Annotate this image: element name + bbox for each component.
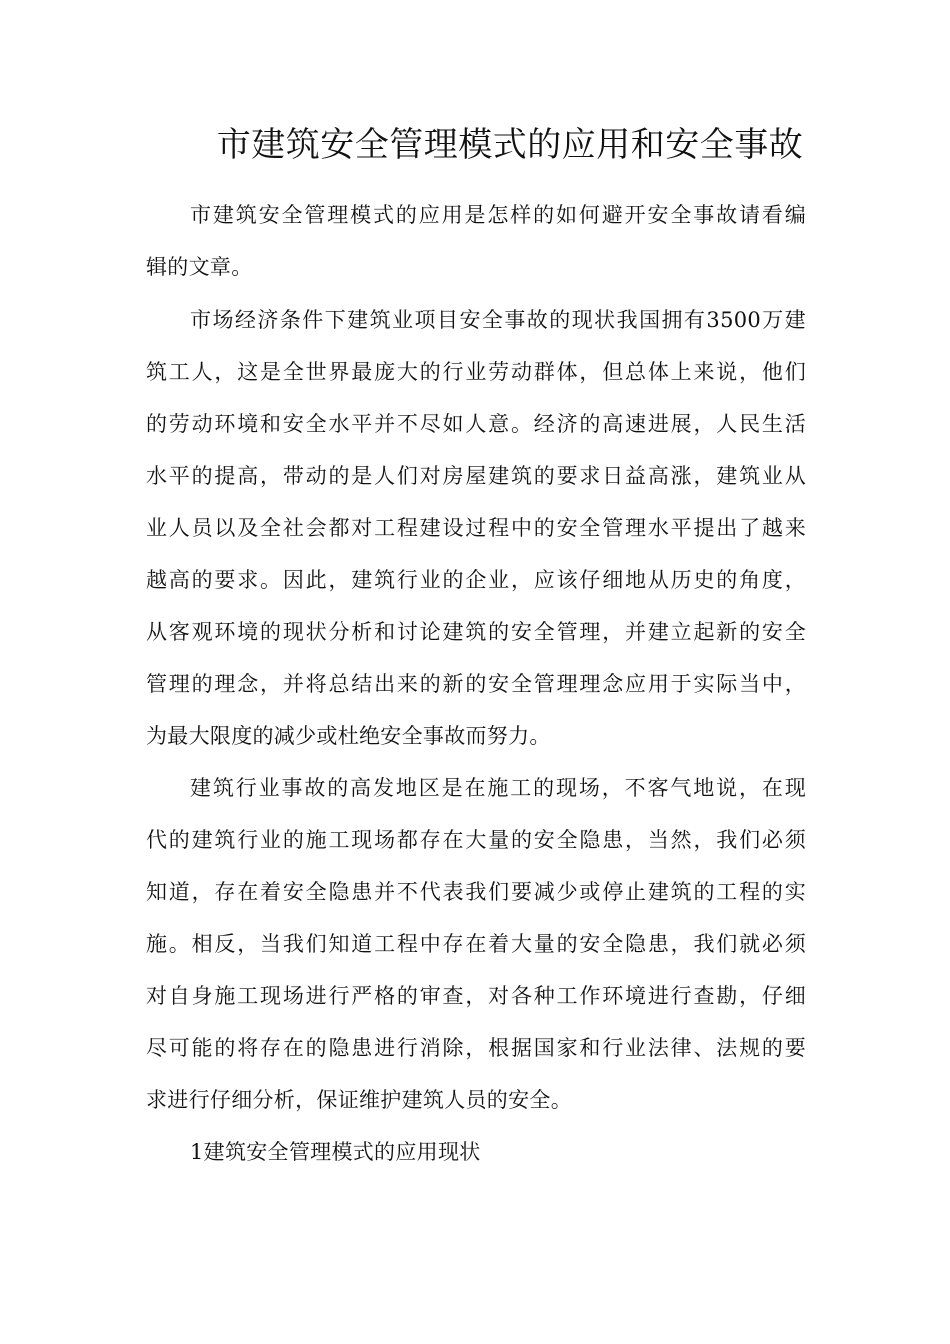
- paragraph-2-line-6: 越高的要求。因此，建筑行业的企业，应该仔细地从历史的角度，: [146, 568, 806, 592]
- paragraph-3-line-3: 知道，存在着安全隐患并不代表我们要减少或停止建筑的工程的实: [146, 880, 806, 904]
- paragraph-2-line-3: 的劳动环境和安全水平并不尽如人意。经济的高速进展，人民生活: [146, 412, 806, 436]
- paragraph-2-line-8: 管理的理念，并将总结出来的新的安全管理理念应用于实际当中，: [146, 672, 806, 696]
- section-heading: 1建筑安全管理模式的应用现状: [190, 1140, 481, 1164]
- paragraph-1-line-1: 市建筑安全管理模式的应用是怎样的如何避开安全事故请看编: [190, 203, 806, 227]
- paragraph-2-line-2: 筑工人，这是全世界最庞大的行业劳动群体，但总体上来说，他们: [146, 360, 806, 384]
- paragraph-1-line-2: 辑的文章。: [146, 255, 253, 279]
- paragraph-2-line-9: 为最大限度的减少或杜绝安全事故而努力。: [146, 724, 551, 748]
- paragraph-3-line-4: 施。相反，当我们知道工程中存在着大量的安全隐患，我们就必须: [146, 932, 806, 956]
- paragraph-2-line-7: 从客观环境的现状分析和讨论建筑的安全管理，并建立起新的安全: [146, 620, 806, 644]
- paragraph-3-line-6: 尽可能的将存在的隐患进行消除，根据国家和行业法律、法规的要: [146, 1036, 806, 1060]
- paragraph-3-line-1: 建筑行业事故的高发地区是在施工的现场，不客气地说，在现: [190, 776, 806, 800]
- paragraph-3-line-7: 求进行仔细分析，保证维护建筑人员的安全。: [146, 1088, 572, 1112]
- paragraph-2-line-5: 业人员以及全社会都对工程建设过程中的安全管理水平提出了越来: [146, 516, 806, 540]
- document-title: 市建筑安全管理模式的应用和安全事故: [216, 125, 804, 165]
- paragraph-3-line-2: 代的建筑行业的施工现场都存在大量的安全隐患，当然，我们必须: [146, 828, 806, 852]
- paragraph-2-line-4: 水平的提高，带动的是人们对房屋建筑的要求日益高涨，建筑业从: [146, 464, 806, 488]
- paragraph-3-line-5: 对自身施工现场进行严格的审查，对各种工作环境进行查勘，仔细: [146, 984, 806, 1008]
- paragraph-2-line-1: 市场经济条件下建筑业项目安全事故的现状我国拥有3500万建: [190, 308, 806, 332]
